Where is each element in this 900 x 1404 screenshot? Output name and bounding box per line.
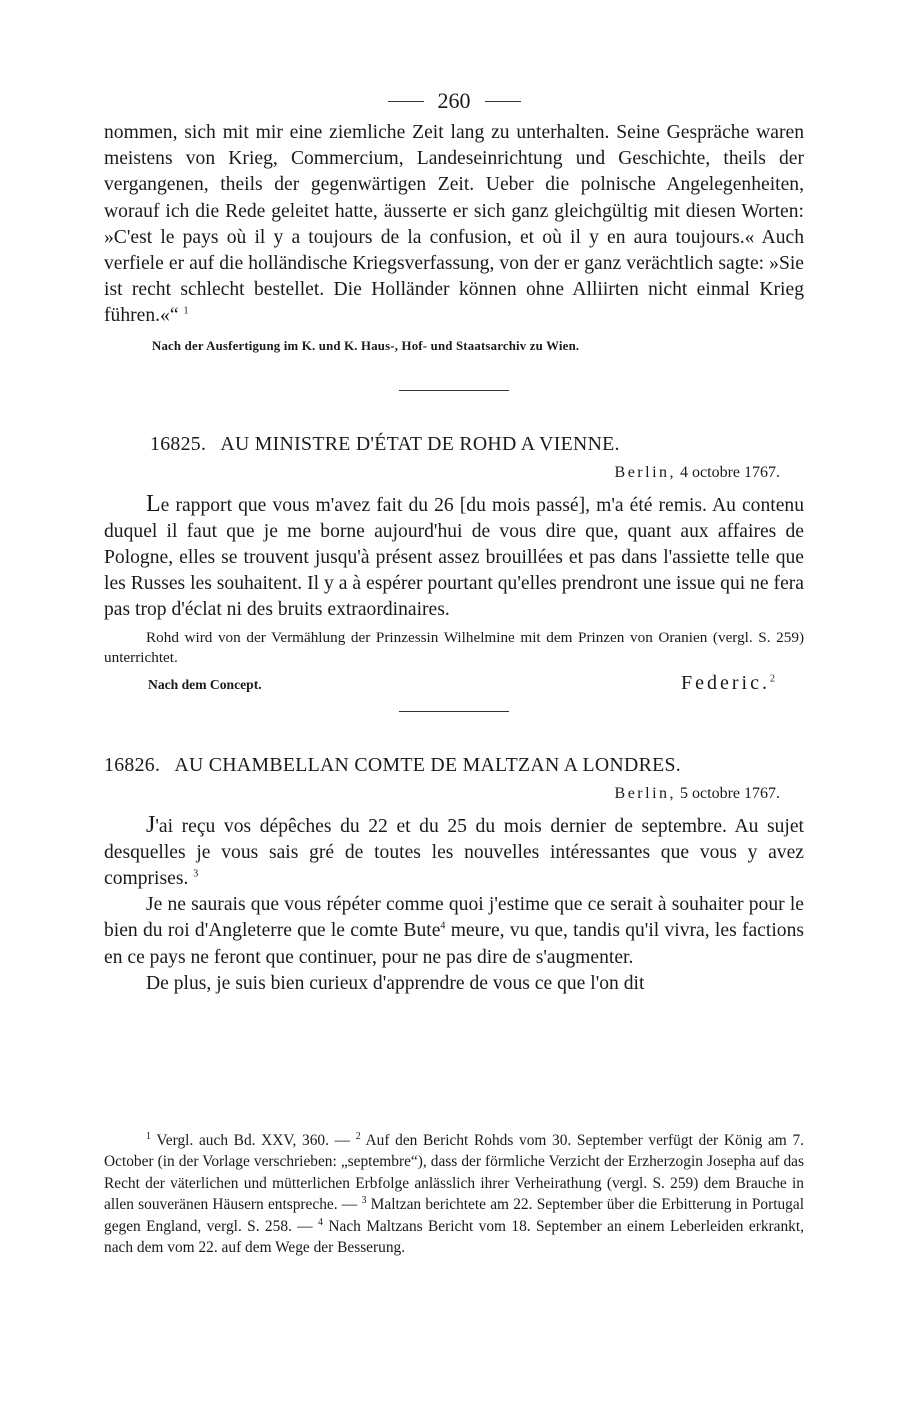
footnote-ref-4: 4 — [440, 920, 446, 932]
page-header — [104, 84, 804, 118]
letter-16825-heading — [104, 431, 804, 457]
footnote-ref-3: 3 — [193, 868, 199, 880]
letter-16826-date: 5 octobre 1767. — [680, 784, 780, 802]
letter-16826-p1: 'ai reçu vos dépêches du 22 et du 25 du mois dernier de septembre. Au sujet desquelles je vous sais gré de toutes les nouvelles intéressantes que vous y avez comprises. — [104, 815, 804, 890]
header-dash-right — [485, 101, 521, 102]
footnote-ref-2: 2 — [770, 672, 778, 684]
letter-16826-paragraph-1 — [104, 812, 804, 893]
section-divider — [399, 390, 509, 391]
letter-16826-p2b: meure, vu que, tandis qu'il vivra, les factions en ce pays ne feront que continuer, pour ne pas dire de s'augmenter. — [104, 920, 804, 968]
section-divider-2 — [399, 711, 509, 712]
letter-16826-paragraph-2 — [104, 892, 804, 971]
letter-16825-title: AU MINISTRE D'ÉTAT DE ROHD A VIENNE. — [220, 432, 620, 455]
prev-letter-text — [104, 120, 804, 330]
letter-16825-place: Berlin, — [614, 463, 677, 481]
header-dash-left — [388, 101, 424, 102]
letter-16825-sign-row — [104, 672, 804, 695]
footnote-3: Maltzan berichtete am 22. September über die Erbitterung in Portugal gegen England, vergl. S. 258. — — [104, 1196, 804, 1235]
letter-16826-dateline — [104, 782, 780, 806]
letter-16826-p2a: Je ne saurais que vous répéter comme quoi j'estime que ce serait à souhaiter pour le bien du roi d'Angleterre que le comte Bute — [104, 894, 804, 942]
footnote-mark-3: 3 — [361, 1195, 367, 1207]
page-number: 260 — [437, 88, 471, 113]
letter-16825-body — [104, 491, 804, 624]
letter-16825-date: 4 octobre 1767. — [680, 463, 780, 481]
letter-16826-initial: J — [146, 811, 156, 838]
letter-16826-place: Berlin, — [614, 784, 677, 802]
footnote-mark-2: 2 — [355, 1130, 361, 1142]
footnote-mark-1: 1 — [146, 1130, 151, 1142]
footnote-mark-4: 4 — [318, 1216, 323, 1228]
letter-16825-concept: Nach dem Concept. — [148, 676, 262, 692]
footnote-4: Nach Maltzans Bericht vom 18. September an einem Leberleiden erkrankt, nach dem vom 22. auf dem Wege der Besserung. — [104, 1217, 804, 1257]
footnote-1: Vergl. auch Bd. XXV, 360. — — [156, 1132, 351, 1149]
letter-16826-title: AU CHAMBELLAN COMTE DE MALTZAN A LONDRES. — [174, 753, 682, 776]
letter-16825-signature — [681, 672, 804, 695]
letter-16825-text: e rapport que vous m'avez fait du 26 [du mois passé], m'a été remis. Au contenu duquel il faut que je me borne aujourd'hui de vous dire que, quant aux affaires de Pologne, elles se trouvent jusqu'à présent assez brouillées et pas dans l'assiette telle que les Russes les souhaitent. Il y a à espérer pourtant qu'elles prendront une issue qui ne fera pas trop d'éclat ni des bruits extraordinaires. — [104, 494, 804, 621]
signature-text: Federic. — [681, 671, 770, 694]
letter-16826-heading — [104, 752, 804, 778]
footnotes — [104, 1130, 804, 1258]
prev-letter-source: Nach der Ausfertigung im K. und K. Haus-, Hof- und Staatsarchiv zu Wien. — [152, 338, 580, 353]
letter-16825-dateline — [104, 461, 780, 485]
document-page — [104, 84, 804, 997]
letter-16825-note: Rohd wird von der Vermählung der Prinzessin Wilhelmine mit dem Prinzen von Oranien (vergl. S. 259) unterrichtet. — [104, 628, 804, 666]
letter-16825-number: 16825. — [150, 432, 207, 455]
prev-letter-body: nommen, sich mit mir eine ziemliche Zeit lang zu unterhalten. Seine Gespräche waren meistens von Krieg, Commercium, Landeseinrichtung und Geschichte, theils der vergangenen, theils der gegenwärtigen Zeit. Ueber die polnische Angelegenheiten, worauf ich die Rede geleitet hatte, äusserte er sich ganz gleichgültig mit diesen Worten: »C'est le pays où il y a toujours de la confusion, et où il y en aura toujours.« Auch verfiele er auf die holländische Kriegsverfassung, von der er ganz verächtlich sagte: »Sie ist recht schlecht bestellet. Die Holländer können ohne Alliirten nicht einmal Krieg führen.«“ — [104, 122, 804, 327]
letter-16825-initial: L — [146, 490, 161, 517]
footnote-ref-1: 1 — [183, 305, 189, 317]
letter-16826-paragraph-3: De plus, je suis bien curieux d'apprendre de vous ce que l'on dit — [146, 972, 645, 994]
footnote-2: Auf den Bericht Rohds vom 30. September verfügt der König am 7. October (in der Vorlage verschrieben: „septembre“), dass der förmliche Verzicht der Erzherzogin Josepha auf das Recht der väterlichen und mütterlichen Erbfolge anlässlich ihrer Verheirathung (vergl. S. 259) dem Brauche in allen souveränen Häusern entspreche. — — [104, 1132, 804, 1214]
letter-16826-number: 16826. — [104, 753, 161, 776]
